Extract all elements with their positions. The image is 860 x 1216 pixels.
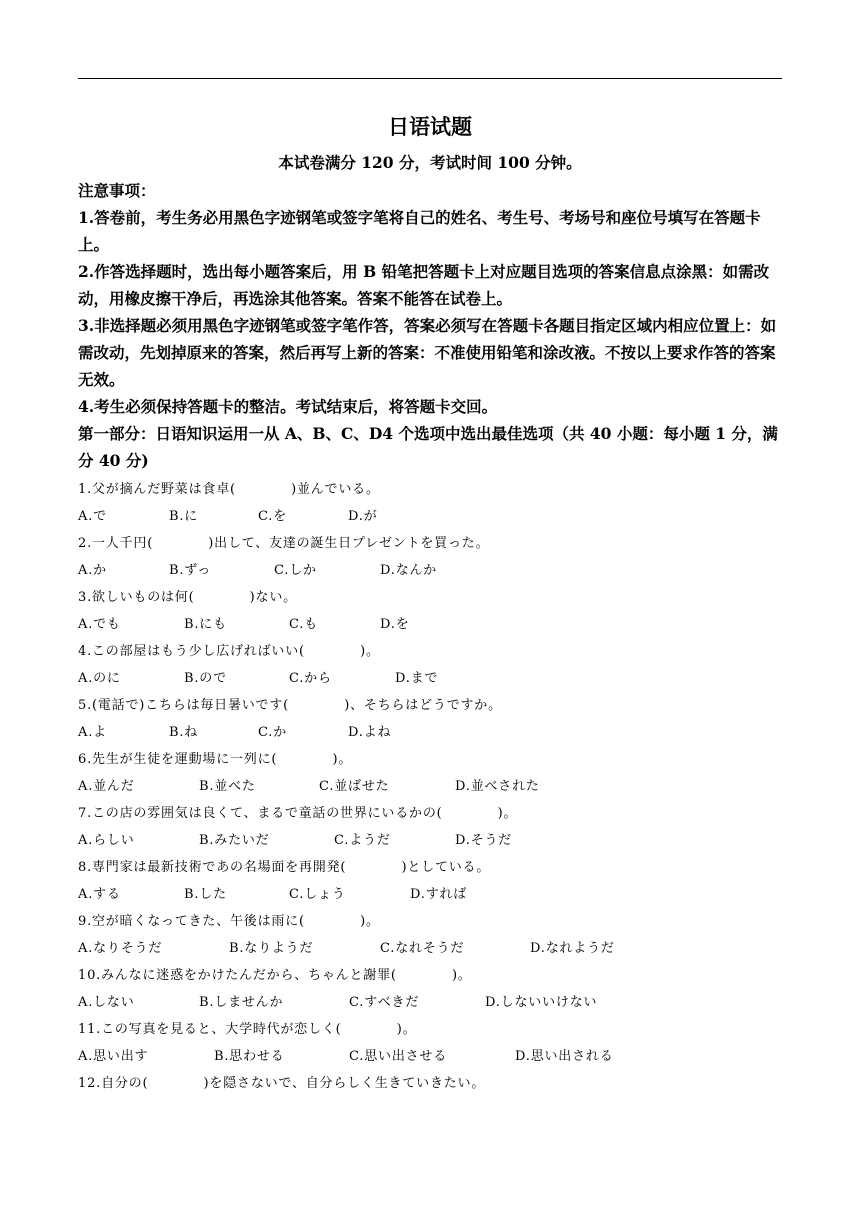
- question-stem: 8.専門家は最新技術であの名場面を再開発( )としている。: [78, 860, 491, 875]
- answer-option: D.すれば: [410, 887, 468, 902]
- option-row: [78, 989, 783, 1016]
- option-row: [78, 773, 783, 800]
- answer-option: A.か: [78, 563, 107, 578]
- answer-option: C.並ばせた: [319, 779, 390, 794]
- answer-option: D.が: [348, 509, 378, 524]
- answer-option: D.思い出される: [515, 1049, 614, 1064]
- note-item: 3.非选择题必须用黑色字迹钢笔或签字笔作答，答案必须写在答题卡各题目指定区域内相应位置上：如需改动，先划掉原来的答案，然后再写上新的答案：不准使用铅笔和涂改液。不按以上要求作答的答案无效。: [78, 316, 777, 389]
- answer-option: C.も: [289, 617, 319, 632]
- answer-option: C.から: [289, 671, 332, 686]
- question-stem: 5.(電話で)こちらは毎日暑いです( )、そちらはどうですか。: [78, 698, 502, 713]
- answer-option: D.まで: [395, 671, 439, 686]
- section-heading: 第一部分：日语知识运用一从 A、B、C、D4 个选项中选出最佳选项（共 40 小题：每小题 1 分，满分 40 分): [78, 424, 778, 470]
- option-row: [78, 557, 783, 584]
- header-rule: [78, 78, 782, 79]
- answer-option: C.を: [258, 509, 288, 524]
- page-title: 日语试题: [388, 114, 472, 139]
- answer-option: A.よ: [78, 725, 107, 740]
- option-row: [78, 881, 783, 908]
- option-row: [78, 935, 783, 962]
- option-row: [78, 665, 783, 692]
- question-stem: 6.先生が生徒を運動場に一列に( )。: [78, 752, 353, 767]
- answer-option: B.にも: [184, 617, 227, 632]
- answer-option: C.しか: [274, 563, 317, 578]
- answer-option: A.のに: [78, 671, 121, 686]
- answer-option: D.並べされた: [455, 779, 540, 794]
- answer-option: D.なれようだ: [530, 941, 615, 956]
- answer-option: A.思い出す: [78, 1049, 149, 1064]
- question-stem: 1.父が摘んだ野菜は食卓( )並んでいる。: [78, 482, 380, 497]
- answer-option: C.しょう: [289, 887, 346, 902]
- answer-option: A.並んだ: [78, 779, 135, 794]
- answer-option: D.そうだ: [455, 833, 513, 848]
- answer-option: A.らしい: [78, 833, 135, 848]
- option-row: [78, 1043, 783, 1070]
- option-row: [78, 827, 783, 854]
- exam-info: 本试卷满分 120 分，考试时间 100 分钟。: [278, 153, 582, 172]
- answer-option: D.しないいけない: [485, 995, 598, 1010]
- note-item: 4.考生必须保持答题卡的整洁。考试结束后，将答题卡交回。: [78, 397, 498, 416]
- answer-option: A.なりそうだ: [78, 941, 163, 956]
- answer-option: A.する: [78, 887, 121, 902]
- answer-option: B.みたいだ: [199, 833, 270, 848]
- answer-option: B.に: [169, 509, 199, 524]
- question-stem: 11.この写真を見ると、大学時代が恋しく( )。: [78, 1022, 417, 1037]
- answer-option: C.ようだ: [334, 833, 391, 848]
- answer-option: B.した: [184, 887, 227, 902]
- question-stem: 10.みんなに迷惑をかけたんだから、ちゃんと謝罪( )。: [78, 968, 472, 983]
- answer-option: B.なりようだ: [229, 941, 314, 956]
- question-stem: 3.欲しいものは何( )ない。: [78, 590, 297, 605]
- question-stem: 9.空が暗くなってきた、午後は雨に( )。: [78, 914, 380, 929]
- answer-option: A.でも: [78, 617, 121, 632]
- answer-option: B.ので: [184, 671, 227, 686]
- answer-option: B.しませんか: [199, 995, 284, 1010]
- answer-option: B.思わせる: [214, 1049, 285, 1064]
- question-stem: 2.一人千円( )出して、友達の誕生日プレゼントを買った。: [78, 536, 490, 551]
- answer-option: C.思い出させる: [349, 1049, 448, 1064]
- answer-option: A.で: [78, 509, 107, 524]
- option-row: [78, 719, 783, 746]
- answer-option: D.を: [380, 617, 410, 632]
- question-stem: 7.この店の雰囲気は良くて、まるで童話の世界にいるかの( )。: [78, 806, 518, 821]
- answer-option: D.よね: [348, 725, 392, 740]
- answer-option: B.ね: [169, 725, 199, 740]
- option-row: [78, 611, 783, 638]
- question-stem: 12.自分の( )を隠さないで、自分らしく生きていきたい。: [78, 1076, 486, 1091]
- note-item: 1.答卷前，考生务必用黑色字迹钢笔或签字笔将自己的姓名、考生号、考场号和座位号填写在答题卡上。: [78, 208, 761, 254]
- answer-option: C.なれそうだ: [380, 941, 465, 956]
- question-stem: 4.この部屋はもう少し広げればいい( )。: [78, 644, 380, 659]
- instructions: [78, 177, 783, 474]
- answer-option: C.か: [258, 725, 288, 740]
- answer-option: A.しない: [78, 995, 135, 1010]
- answer-option: C.すべきだ: [349, 995, 420, 1010]
- option-row: [78, 503, 783, 530]
- answer-option: B.ずっ: [169, 563, 212, 578]
- note-item: 2.作答选择题时，选出每小题答案后，用 B 铅笔把答题卡上对应题目选项的答案信息点涂黑：如需改动，用橡皮擦干净后，再选涂其他答案。答案不能答在试卷上。: [78, 262, 770, 308]
- answer-option: B.並べた: [199, 779, 256, 794]
- answer-option: D.なんか: [380, 563, 438, 578]
- notes-heading: 注意事项：: [78, 181, 156, 200]
- question-list: [78, 476, 783, 1097]
